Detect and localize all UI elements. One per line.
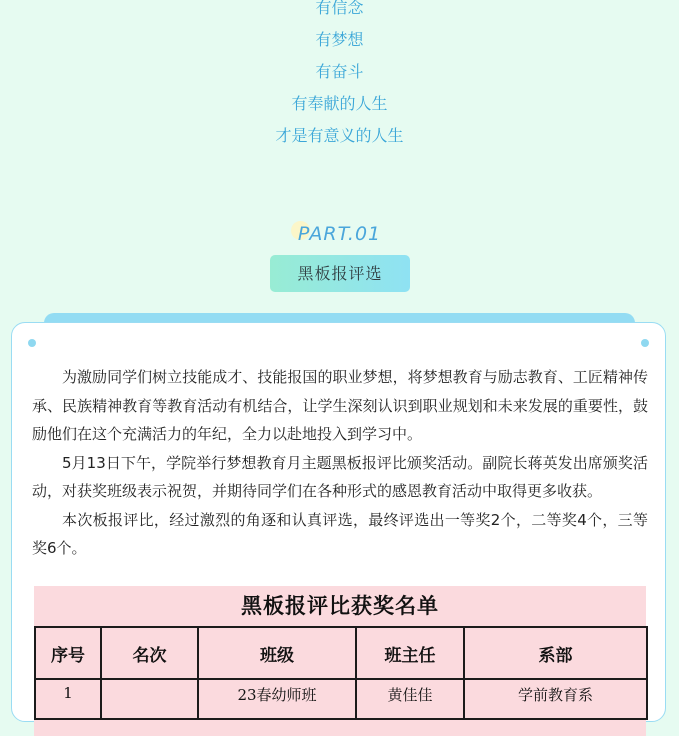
article-paragraph: 为激励同学们树立技能成才、技能报国的职业梦想，将梦想教育与励志教育、工匠精神传承、民族精神教育等教育活动有机结合，让学生深刻认识到职业规划和未来发展的重要性，鼓励他们在这个充满活力的年纪，全力以赴地投入到学习中。 — [32, 368, 648, 443]
column-header-rank: 名次 — [101, 627, 198, 679]
table-cell: 1 — [35, 679, 101, 719]
article-card — [11, 322, 666, 722]
decorative-dot-icon — [28, 339, 36, 347]
poem-block — [0, 0, 679, 156]
poem-line: 有奉献的人生 — [291, 94, 388, 113]
poem-line: 有奋斗 — [315, 62, 364, 81]
award-table-title: 黑板报评比获奖名单 — [241, 593, 439, 618]
column-header-teacher: 班主任 — [356, 627, 464, 679]
part-label: PART.01 — [297, 223, 382, 245]
poem-line: 有信念 — [315, 0, 364, 17]
article-paragraph: 本次板报评比，经过激烈的角逐和认真评选，最终评选出一等奖2个，二等奖4个，三等奖6个。 — [32, 510, 648, 557]
column-header-class: 班级 — [198, 627, 356, 679]
table-header-row — [35, 627, 647, 679]
table-cell: 23春幼师班 — [198, 679, 356, 719]
article-paragraph: 5月13日下午，学院举行梦想教育月主题黑板报评比颁奖活动。副院长蒋英发出席颁奖活动，对获奖班级表示祝贺，并期待同学们在各种形式的感恩教育活动中取得更多收获。 — [32, 453, 648, 500]
section-title-button[interactable]: 黑板报评选 — [270, 255, 410, 292]
section-heading — [0, 220, 679, 252]
award-list-image — [34, 586, 646, 736]
table-cell: 黄佳佳 — [356, 679, 464, 719]
table-cell — [101, 679, 198, 719]
column-header-department: 系部 — [464, 627, 647, 679]
table-row — [35, 679, 647, 719]
table-cell: 学前教育系 — [464, 679, 647, 719]
column-header-index: 序号 — [35, 627, 101, 679]
decorative-dot-icon — [641, 339, 649, 347]
award-table — [34, 626, 648, 720]
poem-line: 才是有意义的人生 — [275, 126, 404, 145]
article-body — [32, 363, 648, 563]
poem-line: 有梦想 — [315, 30, 364, 49]
